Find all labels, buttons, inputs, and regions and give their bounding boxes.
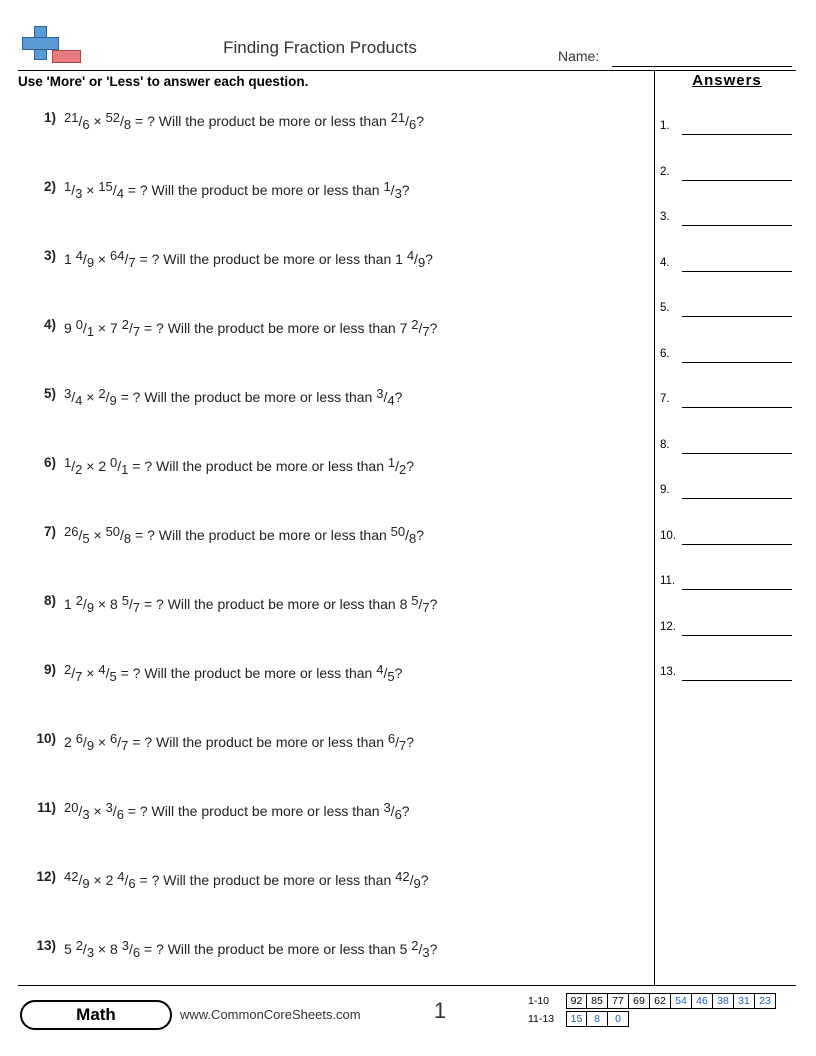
answer-number: 10. <box>660 529 676 542</box>
score-key-cell: 62 <box>650 993 671 1009</box>
fraction: 8 3/6 <box>110 938 141 960</box>
answer-number: 8. <box>660 438 670 451</box>
answer-row[interactable] <box>660 209 800 255</box>
fraction: 3/6 <box>105 800 124 822</box>
answer-number: 1. <box>660 120 670 132</box>
problem-number: 6) <box>43 455 56 470</box>
fraction: 4/5 <box>376 662 395 684</box>
problem-row <box>18 861 648 930</box>
fraction: 2 4/6 <box>105 869 136 891</box>
answer-number: 5. <box>660 302 670 314</box>
answer-row[interactable] <box>660 118 800 164</box>
problem-number: 12) <box>36 869 56 884</box>
problem-row <box>18 723 648 792</box>
fraction: 7 2/7 <box>399 317 430 339</box>
fraction: 1/3 <box>64 179 83 201</box>
fraction: 6/7 <box>387 731 407 753</box>
fraction: 3/6 <box>383 800 402 822</box>
fraction: 2/7 <box>64 662 83 684</box>
fraction: 42/9 <box>395 869 421 891</box>
answer-blank[interactable] <box>682 635 792 636</box>
instructions: Use 'More' or 'Less' to answer each question. <box>18 74 309 89</box>
answer-row[interactable] <box>660 664 800 710</box>
problem-text: 21/6 × 52/8 = ? Will the product be more or less than 21/6? <box>64 108 424 135</box>
problem-row <box>18 447 648 516</box>
score-key-cell: 0 <box>608 1011 629 1027</box>
problem-number: 5) <box>43 386 56 401</box>
problem-number: 1) <box>43 110 56 125</box>
fraction: 5 2/3 <box>64 938 95 960</box>
score-key-cell: 46 <box>692 993 713 1009</box>
fraction: 1 2/9 <box>64 593 95 615</box>
score-key-cell: 31 <box>734 993 755 1009</box>
answer-row[interactable] <box>660 346 800 392</box>
problem-text: 2 6/9 × 6/7 = ? Will the product be more or less than 6/7? <box>64 729 414 756</box>
name-label: Name: <box>558 48 600 64</box>
answer-row[interactable] <box>660 391 800 437</box>
fraction: 42/9 <box>64 869 90 891</box>
fraction: 3/4 <box>64 386 83 408</box>
answer-row[interactable] <box>660 619 800 665</box>
problem-row <box>18 102 648 171</box>
fraction: 5 2/3 <box>399 938 430 960</box>
answer-number: 3. <box>660 211 670 223</box>
problem-row <box>18 792 648 861</box>
problem-text: 3/4 × 2/9 = ? Will the product be more or less than 3/4? <box>64 384 402 411</box>
answer-row[interactable] <box>660 164 800 210</box>
answer-blank[interactable] <box>682 544 792 545</box>
answer-row[interactable] <box>660 528 800 574</box>
answer-row[interactable] <box>660 300 800 346</box>
fraction: 3/4 <box>376 386 395 408</box>
fraction: 1/2 <box>64 455 83 477</box>
answer-blank[interactable] <box>682 225 792 226</box>
page-footer <box>0 990 816 1050</box>
fraction: 21/6 <box>390 110 417 132</box>
fraction: 50/8 <box>105 524 132 546</box>
score-key-label: 1-10 <box>528 995 550 1007</box>
fraction: 2 0/1 <box>98 455 129 477</box>
page-number: 1 <box>433 998 447 1023</box>
problem-list <box>18 102 648 999</box>
problem-text: 1 2/9 × 8 5/7 = ? Will the product be more or less than 8 5/7? <box>64 591 437 618</box>
answer-number: 13. <box>660 666 676 678</box>
answer-blank[interactable] <box>682 271 792 272</box>
answer-blank[interactable] <box>682 134 792 135</box>
problem-text: 20/3 × 3/6 = ? Will the product be more or less than 3/6? <box>64 798 410 825</box>
answer-blank[interactable] <box>682 362 792 363</box>
score-key-cell: 8 <box>587 1011 608 1027</box>
page-title: Finding Fraction Products <box>223 38 417 57</box>
answers-heading: Answers <box>692 72 762 89</box>
answer-row[interactable] <box>660 255 800 301</box>
fraction: 7 2/7 <box>110 317 141 339</box>
problem-number: 8) <box>43 593 56 608</box>
problem-number: 3) <box>43 248 56 263</box>
problem-row <box>18 309 648 378</box>
problem-row <box>18 930 648 999</box>
fraction: 2/9 <box>98 386 117 408</box>
answers-list <box>660 118 800 710</box>
answer-blank[interactable] <box>682 407 792 408</box>
fraction: 52/8 <box>105 110 132 132</box>
problem-row <box>18 378 648 447</box>
problem-text: 26/5 × 50/8 = ? Will the product be more or less than 50/8? <box>64 522 424 549</box>
answer-row[interactable] <box>660 437 800 483</box>
fraction: 1/3 <box>383 179 402 201</box>
answer-blank[interactable] <box>682 316 792 317</box>
score-key-table <box>528 993 776 1029</box>
score-key-cell: 85 <box>587 993 608 1009</box>
fraction: 4/5 <box>98 662 117 684</box>
answer-number: 9. <box>660 484 670 496</box>
score-key-row <box>528 1011 776 1027</box>
score-key-label: 11-13 <box>528 1013 555 1025</box>
problem-text: 42/9 × 2 4/6 = ? Will the product be more or less than 42/9? <box>64 867 429 894</box>
score-key-cell: 77 <box>608 993 629 1009</box>
fraction: 2 6/9 <box>64 731 95 753</box>
name-input-line[interactable] <box>612 66 792 67</box>
problem-row <box>18 171 648 240</box>
answer-row[interactable] <box>660 482 800 528</box>
problem-text: 5 2/3 × 8 3/6 = ? Will the product be more or less than 5 2/3? <box>64 936 437 963</box>
score-key-cell: 15 <box>566 1011 587 1027</box>
answer-number: 6. <box>660 347 670 360</box>
fraction: 9 0/1 <box>64 317 95 339</box>
fraction: 26/5 <box>64 524 90 546</box>
website-url: www.CommonCoreSheets.com <box>180 1007 361 1022</box>
fraction: 6/7 <box>110 731 129 753</box>
problem-row <box>18 240 648 309</box>
answer-number: 2. <box>660 165 670 178</box>
problem-text: 2/7 × 4/5 = ? Will the product be more or less than 4/5? <box>64 660 402 687</box>
answer-number: 11. <box>660 575 676 587</box>
fraction: 1/2 <box>387 455 407 477</box>
answer-blank[interactable] <box>682 680 792 681</box>
problem-number: 9) <box>43 662 56 677</box>
problem-text: 1/3 × 15/4 = ? Will the product be more or less than 1/3? <box>64 177 410 204</box>
subject-badge: Math <box>20 1000 172 1030</box>
answer-blank[interactable] <box>682 180 792 181</box>
fraction: 64/7 <box>110 248 136 270</box>
fraction: 1 4/9 <box>64 248 95 270</box>
score-key-cell: 23 <box>755 993 776 1009</box>
answer-number: 12. <box>660 620 676 633</box>
problem-number: 10) <box>36 731 56 746</box>
fraction: 50/8 <box>390 524 417 546</box>
fraction: 20/3 <box>64 800 90 822</box>
fraction: 21/6 <box>64 110 90 132</box>
answers-divider <box>654 70 655 985</box>
answer-blank[interactable] <box>682 498 792 499</box>
problem-number: 2) <box>43 179 56 194</box>
problem-text: 1/2 × 2 0/1 = ? Will the product be more or less than 1/2? <box>64 453 414 480</box>
page-header <box>0 22 816 70</box>
answer-number: 7. <box>660 393 670 405</box>
problem-number: 13) <box>36 938 56 953</box>
fraction: 1 4/9 <box>395 248 426 270</box>
answer-number: 4. <box>660 256 670 269</box>
problem-row <box>18 654 648 723</box>
problem-number: 4) <box>43 317 56 332</box>
problem-row <box>18 585 648 654</box>
score-key-cell: 69 <box>629 993 650 1009</box>
fraction: 8 5/7 <box>399 593 430 615</box>
answer-row[interactable] <box>660 573 800 619</box>
score-key-cell: 54 <box>671 993 692 1009</box>
problem-text: 9 0/1 × 7 2/7 = ? Will the product be more or less than 7 2/7? <box>64 315 437 342</box>
answer-blank[interactable] <box>682 589 792 590</box>
fraction: 15/4 <box>98 179 124 201</box>
problem-number: 11) <box>37 800 56 815</box>
answer-blank[interactable] <box>682 453 792 454</box>
score-key-row <box>528 993 776 1009</box>
fraction: 8 5/7 <box>110 593 141 615</box>
score-key-cell: 38 <box>713 993 734 1009</box>
score-key-cell: 92 <box>566 993 587 1009</box>
problem-row <box>18 516 648 585</box>
problem-number: 7) <box>43 524 56 539</box>
header-divider <box>18 70 796 71</box>
problem-text: 1 4/9 × 64/7 = ? Will the product be more or less than 1 4/9? <box>64 246 433 273</box>
